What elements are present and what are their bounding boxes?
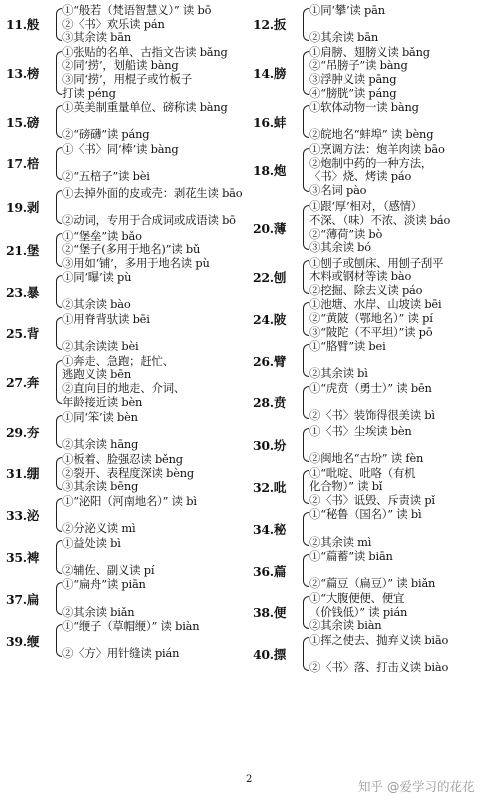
sense-line: ①“虎贲（勇士）” 读 bēn <box>309 381 432 396</box>
entry-left-12 <box>6 537 250 578</box>
sense-line: ②其余读 biǎn <box>62 604 135 619</box>
entry-head: 33.泌 <box>6 508 40 524</box>
sense-line: ①〈书〉尘埃读 bèn <box>309 423 412 438</box>
entry-head: 21.堡 <box>6 242 40 258</box>
sense-line <box>309 522 497 536</box>
entry-head: 23.暴 <box>6 284 40 300</box>
senses <box>62 187 250 228</box>
sense-line: ②“薄荷”读 bò <box>309 226 383 241</box>
sense-line: ②裂开、表程度深读 bèng <box>62 465 194 480</box>
senses <box>309 592 497 633</box>
sense-line: ②挖掘、除去义读 páo <box>309 282 423 297</box>
entry-head: 39.缏 <box>6 633 40 649</box>
senses <box>309 550 497 591</box>
entry-head: 14.膀 <box>253 65 287 81</box>
entry-left-1 <box>6 46 250 100</box>
sense-line: ①同‘曝’读 pù <box>62 270 132 285</box>
entry-head: 12.扳 <box>253 17 287 33</box>
sense-line: ②“黄陂（鄂地名）” 读 pí <box>309 311 433 326</box>
sense-line <box>309 18 497 32</box>
entry-head: 32.吡 <box>253 479 287 495</box>
sense-line: ②同‘捞’，划船读 bàng <box>62 58 179 73</box>
sense-line <box>309 564 497 578</box>
sense-line: ②动词，专用于合成词或成语读 bō <box>62 212 236 227</box>
sense-line: ③其余读 bān <box>62 30 132 45</box>
sense-line: ②皖地名“蚌埠” 读 bèng <box>309 127 434 142</box>
entry-left-13 <box>6 578 250 619</box>
senses <box>309 4 497 45</box>
entry-left-5 <box>6 230 250 271</box>
sense-line: ①挥之使去、抛弃义读 biāo <box>309 632 449 647</box>
sense-line: ③同‘捞’，用棍子或竹板子 <box>62 71 192 86</box>
entry-right-0 <box>253 4 497 45</box>
sense-line: ①同‘笨’读 bèn <box>62 410 138 425</box>
entry-right-9 <box>253 425 497 466</box>
sense-line: ③浮肿义读 pāng <box>309 71 397 86</box>
sense-line: ②“萹豆（扁豆）” 读 biǎn <box>309 576 436 591</box>
senses <box>62 355 250 409</box>
entry-head: 16.蚌 <box>253 114 287 130</box>
entry-left-10 <box>6 453 250 494</box>
entry-left-7 <box>6 313 250 354</box>
sense-line: ①“胳臂”读 bei <box>309 339 386 354</box>
senses <box>62 271 250 312</box>
sense-line <box>62 115 250 129</box>
sense-line: ①英美制重量单位、磅称读 bàng <box>62 100 228 115</box>
sense-line <box>62 157 250 171</box>
senses <box>62 313 250 354</box>
senses <box>62 620 250 661</box>
sense-line: ②其余读 bào <box>62 297 131 312</box>
entry-left-11 <box>6 495 250 536</box>
sense-line <box>62 592 250 606</box>
sense-line: ①池塘、水岸、山坡读 bēi <box>309 297 442 312</box>
entry-head: 27.奔 <box>6 375 40 391</box>
sense-line <box>62 425 250 439</box>
entry-head: 20.薄 <box>253 220 287 236</box>
sense-line: ①肩膀、翅膀义读 bǎng <box>309 44 430 59</box>
sense-line: ②〈方〉用针缝读 pián <box>62 646 180 661</box>
entry-head: 40.摽 <box>253 647 287 663</box>
sense-line: ①奔走、急跑；赶忙、 <box>62 353 174 368</box>
senses <box>62 495 250 536</box>
sense-line: 年龄接近读 bèn <box>62 394 143 409</box>
left-column <box>6 4 250 661</box>
entry-left-0 <box>6 4 250 45</box>
sense-line: ①跟‘厚’相对，（感情） <box>309 199 423 214</box>
sense-line: ①“缏子（草帽缏）” 读 biàn <box>62 619 200 634</box>
sense-line: ①益处读 bì <box>62 535 121 550</box>
senses <box>62 578 250 619</box>
sense-line: （价钱低）” 读 pián <box>309 604 408 619</box>
entry-head: 29.夯 <box>6 424 40 440</box>
sense-line <box>309 115 497 129</box>
sense-line: ②“五棓子”读 bèi <box>62 169 150 184</box>
entry-right-1 <box>253 46 497 100</box>
sense-line: ②“吊膀子”读 bàng <box>309 58 408 73</box>
entry-head: 35.裨 <box>6 549 40 565</box>
entry-right-14 <box>253 634 497 675</box>
entry-head: 22.刨 <box>253 270 287 286</box>
right-column <box>253 4 497 675</box>
sense-line <box>309 647 497 661</box>
senses <box>309 425 497 466</box>
sense-line: 〈书〉烧、烤读 páo <box>309 169 412 184</box>
page-number: 2 <box>246 774 253 785</box>
sense-line: ③名词 pào <box>309 182 367 197</box>
senses <box>309 508 497 549</box>
senses <box>309 382 497 423</box>
entry-head: 19.剥 <box>6 200 40 216</box>
entry-head: 26.臂 <box>253 353 287 369</box>
sense-line: ①“泌阳（河南地名）” 读 bì <box>62 493 197 508</box>
sense-line: ②直向目的地走、介词、 <box>62 381 186 396</box>
sense-line: ①板着、脸强忍读 běng <box>62 452 183 466</box>
sense-line <box>62 508 250 522</box>
sense-line: ④“膀胱”读 páng <box>309 85 397 100</box>
entry-head: 17.棓 <box>6 156 40 172</box>
entry-left-9 <box>6 411 250 452</box>
sense-line <box>309 396 497 410</box>
sense-line: ②“堡子(多用于地名)”读 bǔ <box>62 242 201 257</box>
senses <box>62 4 250 45</box>
sense-line: 木料或钢材等读 bào <box>309 269 412 284</box>
senses <box>309 467 497 508</box>
sense-line <box>309 438 497 452</box>
sense-line: ①“堡垒”读 bǎo <box>62 228 142 243</box>
sense-line: ①软体动物一读 bàng <box>309 100 419 115</box>
senses <box>62 411 250 452</box>
sense-line: ②炮制中药的一种方法， <box>309 155 433 170</box>
sense-line: ②〈书〉诋毁、斥责读 pǐ <box>309 492 435 507</box>
senses <box>309 257 497 298</box>
entry-left-4 <box>6 187 250 228</box>
entry-head: 30.坋 <box>253 438 287 454</box>
sense-line: ②其余读读 bèi <box>62 339 139 354</box>
senses <box>62 46 250 100</box>
watermark: 知乎 @爱学习的花花 <box>358 779 475 794</box>
sense-line: ①“吡啶、吡咯（有机 <box>309 465 416 480</box>
sense-line: ②其余读 bān <box>309 30 379 45</box>
sense-line <box>62 200 250 214</box>
senses <box>309 200 497 254</box>
entry-left-6 <box>6 271 250 312</box>
entry-head: 28.贲 <box>253 395 287 411</box>
entry-head: 31.绷 <box>6 466 40 482</box>
sense-line: ③“陂陀（不平坦）”读 pō <box>309 324 433 339</box>
entry-right-6 <box>253 298 497 339</box>
entry-right-10 <box>253 467 497 508</box>
sense-line: ③其余读 bēng <box>62 479 139 494</box>
entry-right-8 <box>253 382 497 423</box>
sense-line: ②其余读 mì <box>309 534 372 549</box>
entry-head: 11.般 <box>6 17 40 33</box>
senses <box>62 230 250 271</box>
entry-head: 38.便 <box>253 605 287 621</box>
sense-line: 打读 péng <box>62 85 116 100</box>
sense-line: ①同‘攀’读 pān <box>309 3 385 17</box>
sense-line: 逃跑义读 bēn <box>62 367 131 382</box>
sense-line: ②〈书〉装饰得很美读 bì <box>309 408 435 423</box>
senses <box>309 634 497 675</box>
sense-line: ①张贴的名单、古指文告读 bǎng <box>62 44 228 59</box>
sense-line: ①“扁舟”读 piān <box>62 577 146 592</box>
senses <box>62 143 250 184</box>
sense-line: ②辅佐、副义读 pí <box>62 562 155 577</box>
entry-right-2 <box>253 101 497 142</box>
sense-line <box>62 634 250 648</box>
entry-head: 25.背 <box>6 326 40 342</box>
senses <box>309 101 497 142</box>
sense-line: ①“萹蓄”读 biān <box>309 549 393 564</box>
entry-left-3 <box>6 143 250 184</box>
entry-right-13 <box>253 592 497 633</box>
sense-line <box>62 285 250 299</box>
sense-line: ②“磅礴”读 páng <box>62 127 150 142</box>
entry-right-12 <box>253 550 497 591</box>
senses <box>309 143 497 197</box>
sense-line <box>62 327 250 341</box>
entry-head: 36.萹 <box>253 563 287 579</box>
entry-head: 24.陂 <box>253 311 287 327</box>
entry-head: 37.扁 <box>6 591 40 607</box>
entry-left-8 <box>6 355 250 409</box>
senses <box>62 537 250 578</box>
sense-line: 化合物）” 读 bǐ <box>309 479 383 494</box>
sense-line: ③其余读 bó <box>309 240 371 255</box>
sense-line <box>62 550 250 564</box>
sense-line: ②其余读 bì <box>309 366 368 381</box>
entry-right-5 <box>253 257 497 298</box>
entry-head: 34.秘 <box>253 521 287 537</box>
sense-line: ②其余读 biàn <box>309 618 382 633</box>
sense-line <box>309 354 497 368</box>
entry-right-7 <box>253 340 497 381</box>
entry-right-4 <box>253 200 497 254</box>
entry-head: 15.磅 <box>6 114 40 130</box>
sense-line: ②〈书〉落、打击义读 biào <box>309 659 449 674</box>
sense-line: ②其余读 hāng <box>62 437 139 452</box>
senses <box>62 453 250 494</box>
senses <box>309 298 497 339</box>
entry-head: 18.炮 <box>253 163 287 179</box>
sense-line: ①刨子或刨床、用刨子刮平 <box>309 255 444 270</box>
sense-line: ①〈书〉同‘棒’读 bàng <box>62 141 179 156</box>
entry-left-2 <box>6 101 250 142</box>
senses <box>62 101 250 142</box>
sense-line: ①烹调方法：炮羊肉读 bāo <box>309 141 445 156</box>
sense-line: ①“秘鲁（国名）” 读 bì <box>309 507 422 522</box>
sense-line: ②〈书〉欢乐读 pán <box>62 16 165 31</box>
entry-right-3 <box>253 143 497 197</box>
senses <box>309 340 497 381</box>
sense-line: ②分泌义读 mì <box>62 520 136 535</box>
senses <box>309 46 497 100</box>
sense-line: ①去掉外面的皮或壳：剥花生读 bāo <box>62 185 243 200</box>
sense-line: ③用如‘铺’，多用于地名读 pù <box>62 255 210 270</box>
entry-right-11 <box>253 508 497 549</box>
sense-line: ①用脊背驮读 bēi <box>62 312 150 327</box>
entry-left-14 <box>6 620 250 661</box>
sense-line: 不深、（味）不浓、淡读 báo <box>309 212 451 227</box>
sense-line: ②闽地名“古坋” 读 fèn <box>309 451 424 465</box>
sense-line: ①“大腹便便、便宜 <box>309 590 405 605</box>
entry-head: 13.榜 <box>6 65 40 81</box>
sense-line: ①“般若（梵语智慧义）” 读 bō <box>62 3 212 17</box>
